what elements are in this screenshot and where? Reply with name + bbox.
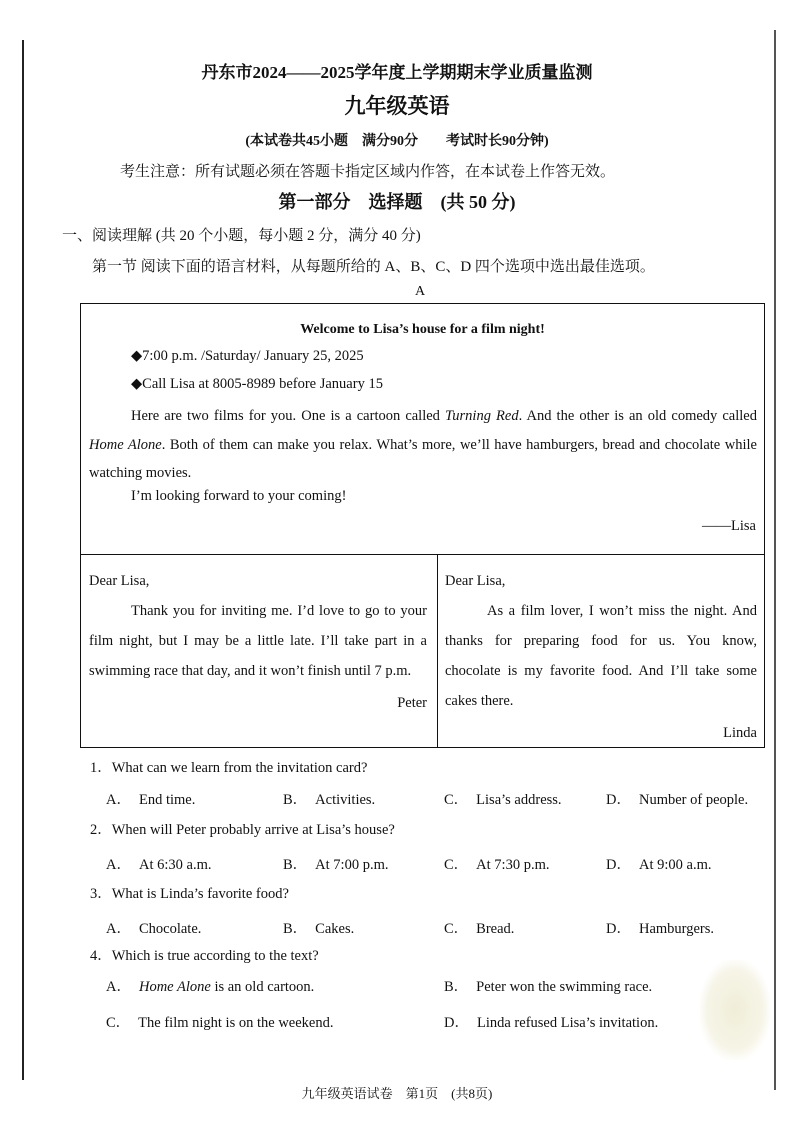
option-text: End time. [138, 792, 196, 808]
letter-signature: Peter [397, 695, 427, 711]
option-text: Chocolate. [138, 921, 202, 937]
film-title: Home Alone [138, 979, 211, 995]
option-c[interactable] [444, 788, 562, 809]
option-label: B． [444, 979, 469, 995]
option-label: B． [283, 857, 308, 873]
question-stem: 4．Which is true according to the text? [90, 948, 319, 964]
part-title: 第一部分 选择题 (共 50 分) [278, 192, 516, 212]
film-title: Home Alone [89, 436, 162, 453]
card-body-part: . And the other is an old comedy called [518, 408, 757, 424]
section-heading: 一、阅读理解 (共 20 个小题，每小题 2 分，满分 40 分) [62, 228, 421, 244]
option-text: Number of people. [638, 792, 749, 808]
option-text: At 9:00 a.m. [638, 857, 712, 873]
option-text: At 7:00 p.m. [315, 857, 389, 873]
option-text: At 6:30 a.m. [138, 857, 212, 873]
invitation-box [80, 303, 765, 748]
option-c[interactable] [106, 1011, 333, 1032]
exam-title: 丹东市2024——2025学年度上学期期末学业质量监测 [201, 63, 593, 82]
option-text: Cakes. [315, 921, 355, 937]
question-stem: 1．What can we learn from the invitation card? [90, 760, 368, 776]
option-text: is an old cartoon. [210, 979, 315, 995]
letter-greeting: Dear Lisa, [89, 573, 150, 589]
option-label: A． [106, 921, 131, 937]
option-label: B． [283, 921, 308, 937]
option-label: A． [106, 979, 131, 995]
letter-greeting: Dear Lisa, [445, 573, 506, 589]
reply-letter-peter [89, 566, 427, 718]
card-contact-line: ◆Call Lisa at 8005-8989 before January 15 [131, 376, 383, 392]
option-label: D． [444, 1015, 469, 1031]
card-closing: I’m looking forward to your coming! [131, 488, 347, 504]
option-label: A． [106, 857, 131, 873]
subsection-instructions: 第一节 阅读下面的语言材料，从每题所给的 A、B、C、D 四个选项中选出最佳选项。 [92, 259, 655, 275]
option-b[interactable] [283, 917, 354, 938]
option-b[interactable] [283, 788, 375, 809]
card-signature: ——Lisa [702, 518, 756, 534]
card-title: Welcome to Lisa’s house for a film night! [300, 322, 545, 337]
option-text: At 7:30 p.m. [476, 857, 550, 873]
passage-label: A [414, 284, 426, 299]
letter-body: Thank you for inviting me. I’d love to go to your film night, but I may be a little late. I’ll take part in a swimming race that day, and it won’t finish until 7 p.m. [89, 603, 427, 679]
option-label: C． [444, 857, 469, 873]
option-text: Peter won the swimming race. [476, 979, 653, 995]
option-a[interactable] [106, 917, 201, 938]
option-c[interactable] [444, 853, 549, 874]
option-text: Bread. [476, 921, 515, 937]
paper-smudge [700, 960, 770, 1060]
option-label: B． [283, 792, 308, 808]
exam-info: (本试卷共45小题 满分90分 考试时长90分钟) [245, 134, 549, 149]
card-body [89, 402, 757, 488]
question-stem: 2．When will Peter probably arrive at Lisa’s house? [90, 822, 395, 838]
letter-body: As a film lover, I won’t miss the night. And thanks for preparing food for us. You know, chocolate is my favorite food. And I’ll take some cakes there. [445, 603, 757, 709]
exam-notice: 考生注意：所有试题必须在答题卡指定区域内作答，在本试卷上作答无效。 [120, 164, 616, 180]
option-label: A． [106, 792, 131, 808]
option-label: D． [606, 921, 631, 937]
card-body-part: Here are two films for you. One is a cartoon called [131, 408, 446, 424]
option-a[interactable] [106, 853, 211, 874]
option-text: Activities. [315, 792, 376, 808]
card-divider [81, 554, 764, 555]
card-body-part: . Both of them can make you relax. What’s more, we’ll have hamburgers, bread and chocolate while watching movies. [89, 436, 757, 481]
option-text: The film night is on the weekend. [138, 1015, 334, 1031]
page-footer: 九年级英语试卷 第1页 (共8页) [301, 1086, 493, 1101]
option-a[interactable] [106, 788, 195, 809]
option-text: Hamburgers. [638, 921, 715, 937]
option-label: C． [444, 792, 469, 808]
option-label: D． [606, 857, 631, 873]
option-text: Linda refused Lisa’s invitation. [476, 1015, 659, 1031]
option-d[interactable] [606, 788, 748, 809]
letters-divider [437, 554, 438, 747]
option-label: D． [606, 792, 631, 808]
option-d[interactable] [606, 853, 711, 874]
option-b[interactable] [283, 853, 388, 874]
option-d[interactable] [606, 917, 714, 938]
option-a[interactable] [106, 975, 314, 996]
letter-signature: Linda [723, 725, 757, 741]
card-time-line: ◆7:00 p.m. /Saturday/ January 25, 2025 [131, 348, 364, 364]
option-text: Lisa’s address. [476, 792, 562, 808]
film-title: Turning Red [445, 408, 519, 424]
option-label: C． [444, 921, 469, 937]
reply-letter-linda [445, 566, 757, 748]
option-label: C． [106, 1015, 131, 1031]
option-b[interactable] [444, 975, 652, 996]
exam-subject: 九年级英语 [344, 94, 450, 118]
option-d[interactable] [444, 1011, 658, 1032]
question-stem: 3．What is Linda’s favorite food? [90, 886, 289, 902]
option-c[interactable] [444, 917, 514, 938]
